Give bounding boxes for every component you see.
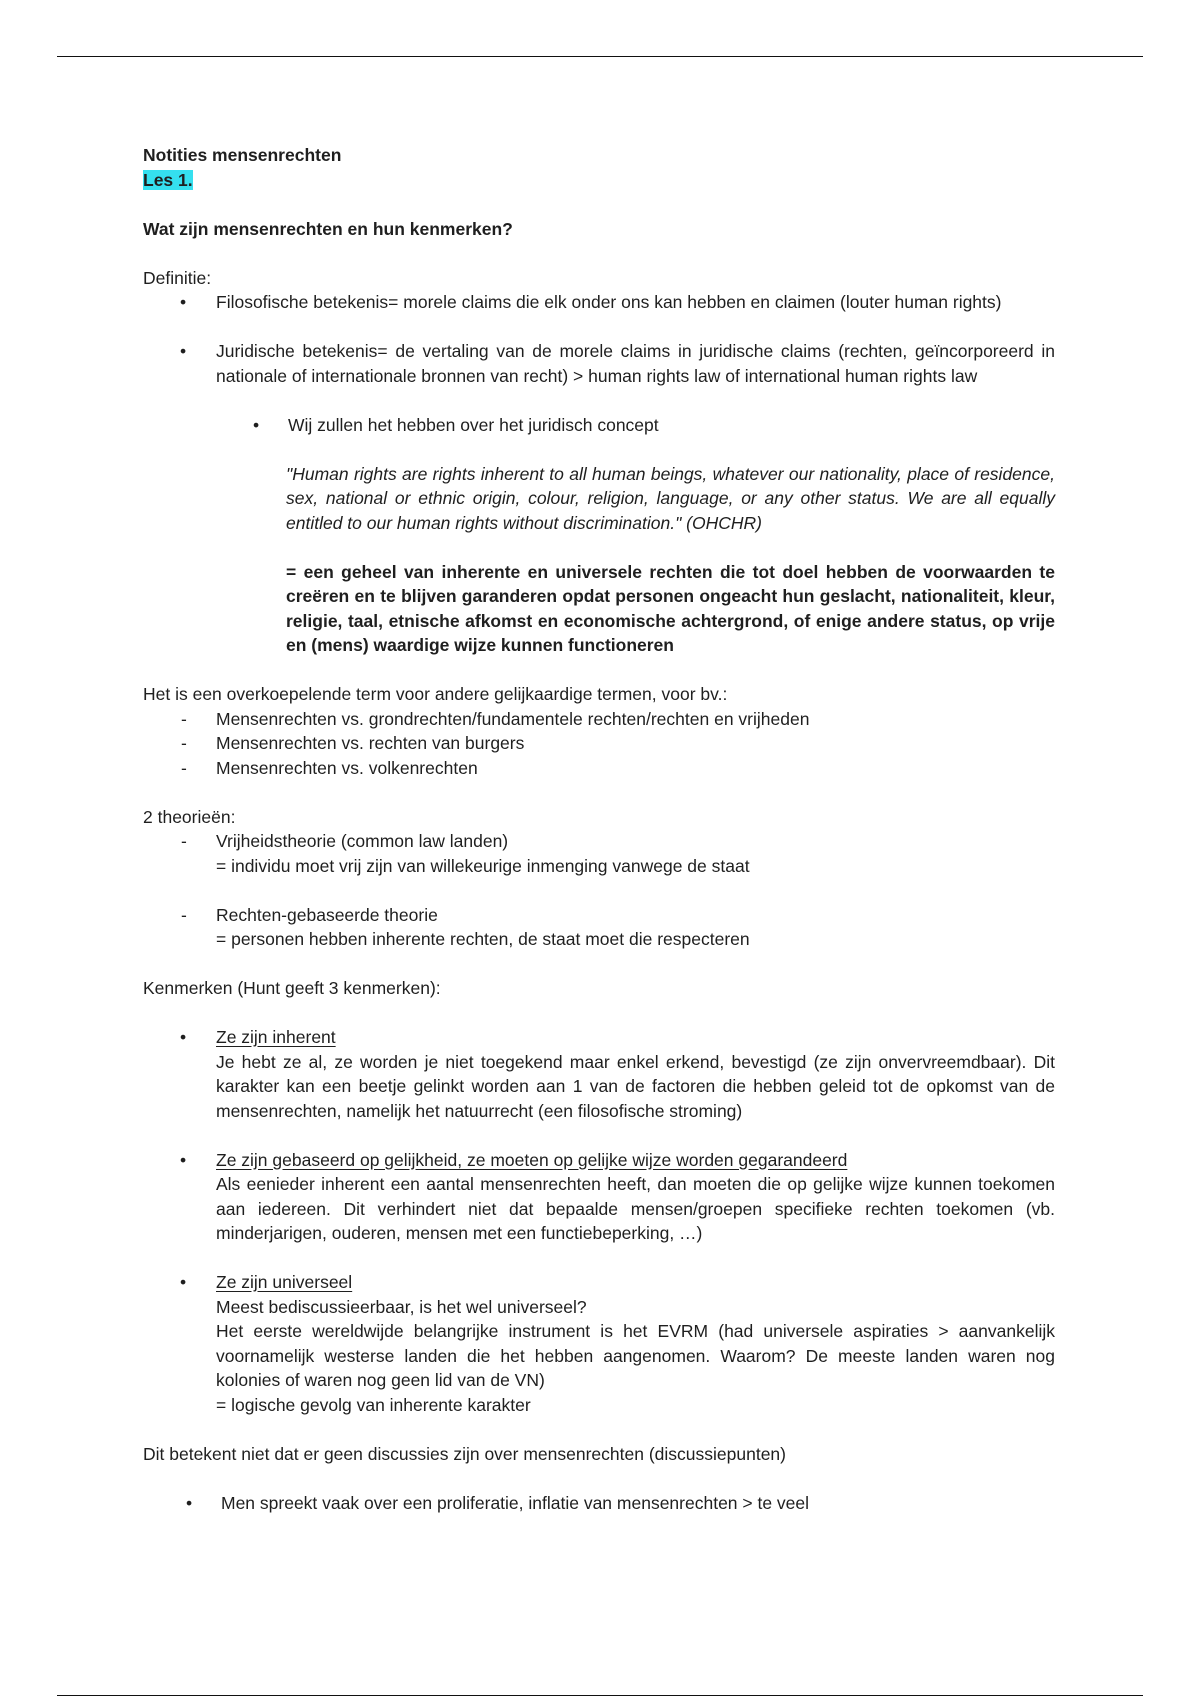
theorie-desc: = individu moet vrij zijn van willekeurige inmenging vanwege de staat	[216, 855, 750, 876]
doc-title: Notities mensenrechten	[143, 145, 342, 165]
theorie-desc: = personen hebben inherente rechten, de staat moet die respecteren	[216, 929, 750, 949]
section-heading: Wat zijn mensenrechten en hun kenmerken?	[143, 218, 513, 239]
footer-rule	[57, 1695, 1143, 1696]
overkoepelend-text: Het is een overkoepelende term voor andere gelijkaardige termen, voor bv.:	[143, 684, 728, 704]
def-item-filosofisch: Filosofische betekenis= morele claims die elk onder ons kan hebben en claimen (louter human rights)	[216, 292, 1002, 312]
dash-icon: -	[181, 757, 187, 778]
theorie-title: Rechten-gebaseerde theorie	[216, 904, 438, 925]
lesson-label: Les 1.	[143, 169, 193, 190]
list-item	[143, 1270, 1055, 1417]
definitie-label: Definitie:	[143, 267, 212, 288]
list-item	[143, 339, 1055, 388]
kenmerk-body: Je hebt ze al, ze worden je niet toegekend maar enkel erkend, bevestigd (ze zijn onvervreemdbaar). Dit karakter kan een beetje gelinkt worden aan 1 van de factoren die hebben geleid tot de opkomst van de mensenrechten, namelijk het natuurrecht (een filosofische stroming)	[216, 1051, 1055, 1121]
list-item	[143, 903, 1055, 952]
bold-definition: = een geheel van inherente en universele rechten die tot doel hebben de voorwaarden te creëren en te blijven garanderen opdat personen ongeacht hun geslacht, nationaliteit, kleur, religie, taal, etnische afkomst en economische achtergrond, of enige andere status, op vrije en (mens) waardige wijze kunnen functioneren	[286, 561, 1055, 655]
list-item	[143, 413, 1055, 438]
theorie-title: Vrijheidstheorie (common law landen)	[216, 831, 509, 851]
bullet-icon: •	[180, 1027, 187, 1047]
list-item	[143, 1491, 1055, 1516]
discussie-text: Dit betekent niet dat er geen discussies zijn over mensenrechten (discussiepunten)	[143, 1443, 786, 1464]
list-item: - Mensenrechten vs. rechten van burgers	[143, 731, 1055, 756]
bullet-icon: •	[253, 414, 260, 435]
list-item	[143, 829, 1055, 878]
theorieen-label: 2 theorieën:	[143, 806, 236, 827]
kenmerk-title: Ze zijn gebaseerd op gelijkheid, ze moeten op gelijke wijze worden gegarandeerd	[216, 1149, 848, 1170]
sub-item-juridisch-concept: Wij zullen het hebben over het juridisch concept	[288, 414, 659, 435]
bullet-icon: •	[180, 341, 187, 361]
kenmerk-body: Als eenieder inherent een aantal mensenrechten heeft, dan moeten die op gelijke wijze kunnen toekomen aan iedereen. Dit verhindert niet dat bepaalde mensen/groepen specifieke rechten toekomen (vb. minderjarigen, ouderen, mensen met een functiebeperking, …)	[216, 1174, 1055, 1243]
list-item	[143, 1025, 1055, 1123]
list-item: - Mensenrechten vs. volkenrechten	[143, 756, 1055, 781]
list-item	[143, 1148, 1055, 1246]
kenmerk-title: Ze zijn universeel	[216, 1272, 353, 1292]
kenmerk-body: Meest bediscussieerbaar, is het wel universeel?	[216, 1296, 587, 1317]
dash-icon: -	[181, 904, 187, 925]
last-item: Men spreekt vaak over een proliferatie, inflatie van mensenrechten > te veel	[221, 1492, 810, 1513]
header-rule	[57, 56, 1143, 57]
kenmerk-title: Ze zijn inherent	[216, 1027, 336, 1047]
bullet-icon: •	[186, 1492, 193, 1513]
dash-icon: -	[181, 831, 187, 851]
list-item: - Mensenrechten vs. grondrechten/fundamentele rechten/rechten en vrijheden	[143, 707, 1055, 732]
dash-icon: -	[181, 733, 187, 753]
bullet-icon: •	[180, 292, 187, 312]
document-page	[143, 143, 1055, 1515]
ohchr-quote: "Human rights are rights inherent to all human beings, whatever our nationality, place of residence, sex, national or ethnic origin, colour, religion, language, or any other status. We are all equally entitled to our human rights without discrimination." (OHCHR)	[286, 463, 1055, 533]
bullet-icon: •	[180, 1272, 187, 1292]
list-item	[143, 290, 1055, 315]
kenmerk-body: = logische gevolg van inherente karakter	[216, 1394, 531, 1415]
dash-icon: -	[181, 708, 187, 729]
def-item-juridisch: Juridische betekenis= de vertaling van de morele claims in juridische claims (rechten, geïncorporeerd in nationale of internationale bronnen van recht) > human rights law of international human rights law	[216, 341, 1055, 386]
kenmerk-body: Het eerste wereldwijde belangrijke instrument is het EVRM (had universele aspiraties > aanvankelijk voornamelijk westerse landen die het hebben aangenomen. Waarom? De meeste landen waren nog kolonies of waren nog geen lid van de VN)	[216, 1321, 1055, 1390]
bullet-icon: •	[180, 1149, 187, 1170]
kenmerken-label: Kenmerken (Hunt geeft 3 kenmerken):	[143, 978, 441, 998]
